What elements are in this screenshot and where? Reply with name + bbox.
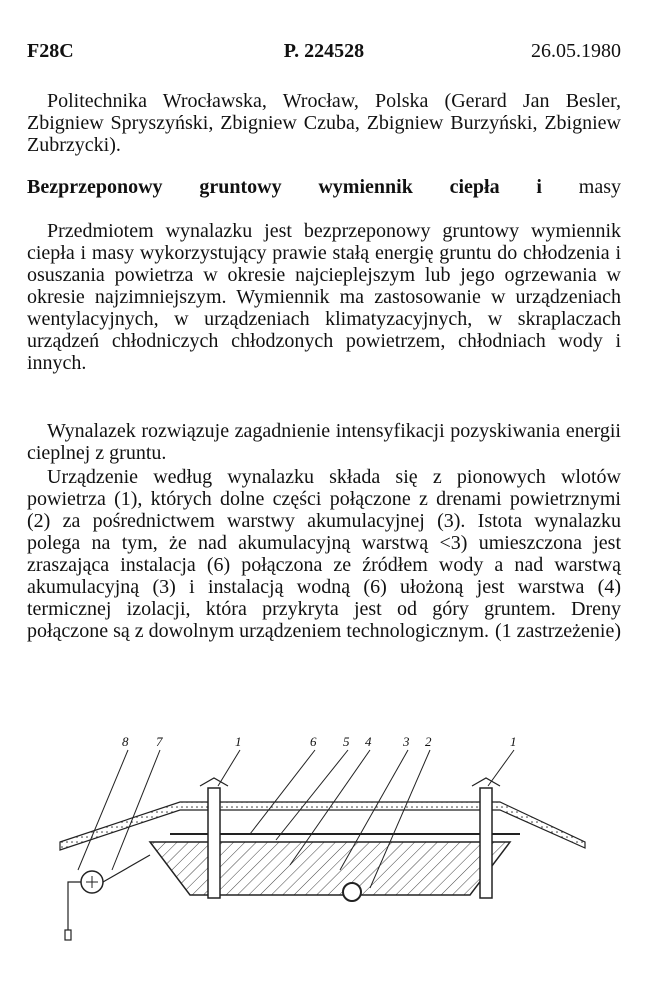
figure-label: 1	[510, 734, 517, 749]
paragraph-1: Przedmiotem wynalazku jest bezprzeponowy gruntowy wymiennik ciepła i masy wykorzystujący prawie stałą energię gruntu do chłodzenia i osuszania powietrza w okresie najcieplejszym lub jego ogrzewania w okresie najzimniejszym. Wymiennik ma zastosowanie w urządzeniach wentylacyjnych, w urządzeniach klimatyzacyjnych, w skraplaczach urządzeń chłodniczych chłodzonych powietrzem, chłodniach wody i innych.	[27, 220, 621, 374]
claims-count: (1 zastrzeżenie)	[494, 620, 621, 642]
connected-device	[65, 855, 150, 940]
invention-title	[27, 176, 621, 198]
paragraph-3-text: Urządzenie według wynalazku składa się z pionowych wlotów powietrza (1), których dolne części połączone z drenami powietrznymi (2) za pośrednictwem warstwy akumulacyjnej (3). Istota wynalazku polega na tym, że nad akumulacyjną warstwą <3) umieszczona jest zraszająca instalacja (6) połączona ze źródłem wody a nad warstwą akumulacyjną (3) i instalacją wodną (6) ułożoną jest warstwa (4) termicznej izolacji, która przykryta jest od góry gruntem. Dreny połączone są z dowolnym urządzeniem technologicznym.	[27, 466, 621, 642]
figure-label: 2	[425, 734, 432, 749]
patent-number: P. 224528	[283, 40, 365, 62]
accumulation-layer	[150, 842, 510, 895]
air-drain	[343, 883, 361, 901]
figure-label: 5	[343, 734, 350, 749]
classification: F28C	[27, 40, 74, 62]
title-rest: masy	[541, 176, 622, 198]
paragraph-2: Wynalazek rozwiązuje zagadnienie intensyfikacji pozyskiwania energii cieplnej z gruntu.	[27, 420, 621, 464]
filing-date: 26.05.1980	[531, 40, 621, 62]
figure-label: 3	[403, 734, 410, 749]
figure-label: 1	[235, 734, 242, 749]
figure-label: 7	[156, 734, 163, 749]
heat-exchanger-drawing	[40, 730, 630, 970]
title-bold: Bezprzeponowy gruntowy wymiennik ciepła i	[27, 176, 542, 198]
header	[27, 40, 621, 68]
figure-label: 8	[122, 734, 129, 749]
figure-label: 4	[365, 734, 372, 749]
paragraph-3	[27, 466, 621, 642]
applicant-text: Politechnika Wrocławska, Wrocław, Polska (Gerard Jan Besler, Zbigniew Spryszyński, Zbigniew Czuba, Zbigniew Burzyński, Zbigniew Zubrzycki).	[27, 90, 621, 156]
figure-label: 6	[310, 734, 317, 749]
